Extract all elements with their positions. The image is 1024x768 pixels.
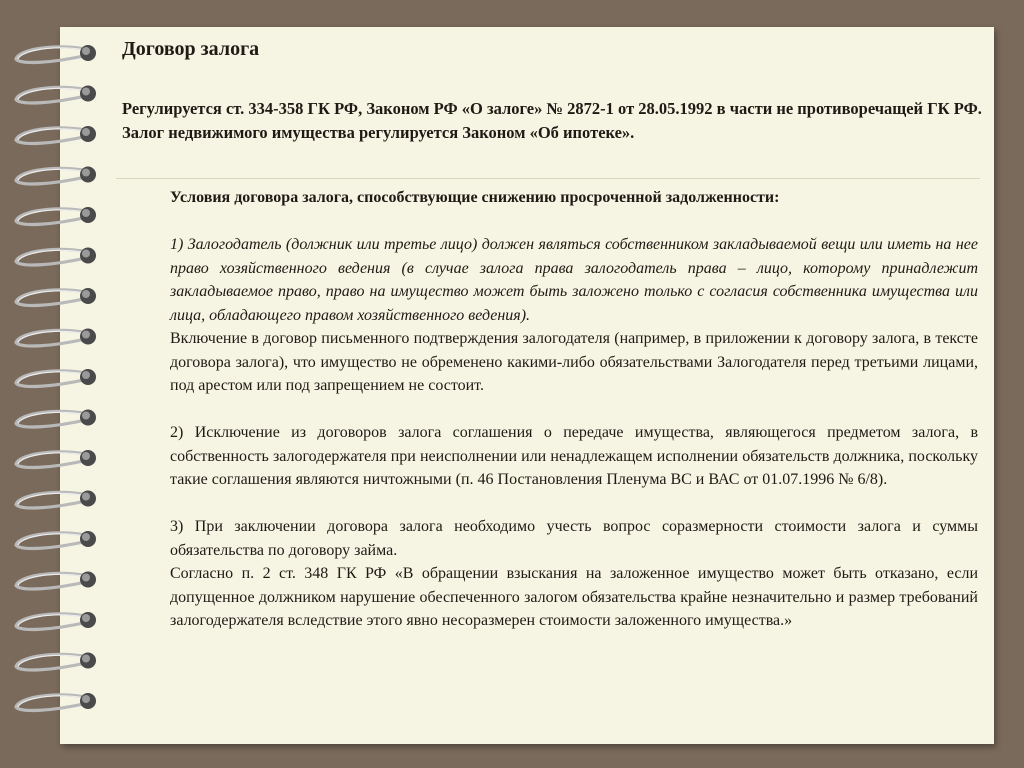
intro-line-2: Залог недвижимого имущества регулируется Законом «Об ипотеке». [122, 123, 635, 142]
intro-block [122, 97, 982, 145]
item-1-italic: 1) Залогодатель (должник или третье лицо) должен являться собственником закладываемой вещи или иметь на нее право хозяйственного ведения (в случае залога права залогодатель права – лицо, которому принадлежит закладываемое право, право на имущество может быть заложено только с согласия собственника имущества или лица, обладающего правом хозяйственного ведения). [170, 236, 978, 324]
spiral-ring-icon [16, 612, 96, 629]
spiral-ring-icon [16, 207, 96, 224]
spiral-ring-icon [16, 572, 96, 589]
spiral-ring-icon [16, 167, 96, 184]
spiral-ring-icon [16, 450, 96, 467]
spiral-ring-icon [16, 248, 96, 265]
spiral-ring-icon [16, 45, 96, 62]
item-2-text: 2) Исключение из договоров залога соглашения о передаче имущества, являющегося предметом залога, в собственность залогодержателя при неисполнении или ненадлежащем исполнении обязательств должника, поскольку такие соглашения являются ничтожными (п. 46 Постановления Пленума ВС и ВАС от 01.07.1996 № 6/8). [170, 424, 978, 488]
spiral-ring-icon [16, 369, 96, 386]
item-3-quote: Согласно п. 2 ст. 348 ГК РФ «В обращении взыскания на заложенное имущество может быть отказано, если допущенное должником нарушение обеспеченного залогом обязательства крайне незначительно и размер требований залогодержателя вследствие этого явно несоразмерен стоимости заложенного имущества.» [170, 565, 978, 629]
item-3-text: 3) При заключении договора залога необходимо учесть вопрос соразмерности стоимости залога и суммы обязательства по договору займа. [170, 518, 978, 559]
spiral-ring-icon [16, 329, 96, 346]
item-1-text: Включение в договор письменного подтверждения залогодателя (например, в приложении к договору залога, в тексте договора залога), что имущество не обременено какими-либо обязательствами Залогодателя перед третьими лицами, под арестом или под запрещением не состоит. [170, 330, 978, 394]
page-title: Договор залога [122, 38, 260, 60]
conditions-content [170, 186, 978, 633]
spiral-ring-icon [8, 27, 118, 744]
spiral-ring-icon [16, 491, 96, 508]
spiral-ring-icon [16, 410, 96, 427]
spiral-ring-icon [16, 693, 96, 710]
spiral-ring-icon [16, 126, 96, 143]
spiral-ring-icon [16, 86, 96, 103]
conditions-heading: Условия договора залога, способствующие снижению просроченной задолженности: [170, 189, 780, 206]
spiral-ring-icon [16, 531, 96, 548]
spiral-binding [8, 27, 118, 744]
spiral-ring-icon [16, 288, 96, 305]
intro-line-1: Регулируется ст. 334-358 ГК РФ, Законом РФ «О залоге» № 2872-1 от 28.05.1992 в части не противоречащей ГК РФ. [122, 99, 982, 118]
divider [116, 178, 980, 179]
spiral-ring-icon [16, 653, 96, 670]
